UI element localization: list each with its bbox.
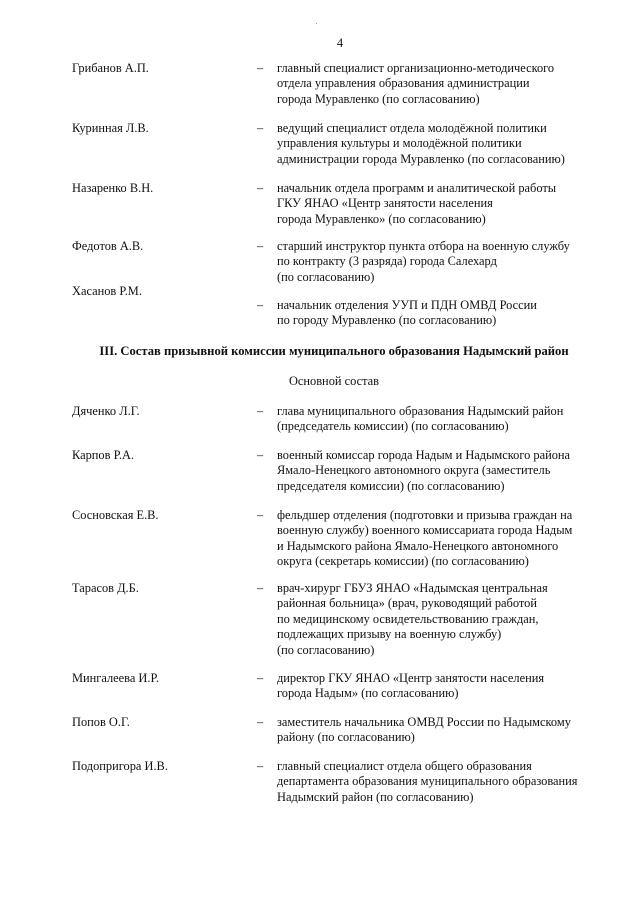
position-line: главный специалист организационно-методического bbox=[277, 61, 555, 75]
position-line: директор ГКУ ЯНАО «Центр занятости населения bbox=[277, 671, 545, 685]
position-line: военный комиссар города Надым и Надымского района bbox=[277, 448, 571, 462]
member-position bbox=[277, 404, 607, 435]
dash-separator: – bbox=[257, 448, 264, 462]
position-line: врач-хирург ГБУЗ ЯНАО «Надымская центральная bbox=[277, 581, 548, 595]
position-line: ГКУ ЯНАО «Центр занятости населения bbox=[277, 196, 493, 211]
member-position bbox=[277, 508, 607, 570]
member-name: Федотов А.В. bbox=[72, 239, 144, 253]
dash-separator: – bbox=[257, 581, 264, 595]
member-position bbox=[277, 671, 607, 702]
member-position bbox=[277, 448, 607, 494]
member-name: Хасанов Р.М. bbox=[72, 284, 142, 298]
position-line: по медицинскому освидетельствованию граждан, bbox=[277, 611, 539, 626]
member-name: Куринная Л.В. bbox=[72, 121, 149, 135]
position-line: отдела управления образования администрации bbox=[277, 76, 530, 91]
position-line: глава муниципального образования Надымский район bbox=[277, 404, 564, 418]
dash-separator: – bbox=[257, 759, 264, 773]
position-line: району (по согласованию) bbox=[277, 730, 415, 745]
position-line: фельдшер отделения (подготовки и призыва граждан на bbox=[277, 508, 573, 522]
dash-separator: – bbox=[257, 298, 264, 312]
member-position bbox=[277, 239, 607, 285]
subsection-title: Основной состав bbox=[288, 374, 380, 388]
scan-dot bbox=[316, 23, 317, 24]
section-title: III. Состав призывной комиссии муниципального образования Надымский район bbox=[99, 344, 569, 358]
position-line: ведущий специалист отдела молодёжной политики bbox=[277, 121, 547, 135]
position-line: (председатель комиссии) (по согласованию) bbox=[277, 419, 509, 434]
member-position bbox=[277, 181, 607, 227]
dash-separator: – bbox=[257, 239, 264, 253]
member-name: Карпов Р.А. bbox=[72, 448, 135, 462]
position-line: и Надымского района Ямало-Ненецкого автономного bbox=[277, 538, 559, 553]
position-line: Надымский район (по согласованию) bbox=[277, 789, 474, 804]
position-line: главный специалист отдела общего образования bbox=[277, 759, 532, 773]
member-name: Дяченко Л.Г. bbox=[72, 404, 140, 418]
member-position bbox=[277, 61, 607, 107]
position-line: военную службу) военного комиссариата города Надым bbox=[277, 523, 573, 538]
member-position bbox=[277, 298, 607, 329]
member-position bbox=[277, 121, 607, 167]
position-line: администрации города Муравленко (по согласованию) bbox=[277, 151, 565, 166]
position-line: заместитель начальника ОМВД России по Надымскому bbox=[277, 715, 571, 729]
member-name: Подопригора И.В. bbox=[72, 759, 168, 773]
position-line: (по согласованию) bbox=[277, 269, 375, 284]
member-position bbox=[277, 759, 607, 805]
position-line: по городу Муравленко (по согласованию) bbox=[277, 313, 497, 328]
member-position bbox=[277, 715, 607, 746]
position-line: Ямало-Ненецкого автономного округа (заместитель bbox=[277, 463, 551, 478]
position-line: старший инструктор пункта отбора на военную службу bbox=[277, 239, 570, 253]
member-name: Тарасов Д.Б. bbox=[72, 581, 139, 595]
position-line: подлежащих призыву на военную службу) bbox=[277, 627, 502, 642]
position-line: управления культуры и молодёжной политики bbox=[277, 136, 522, 151]
member-name: Мингалеева И.Р. bbox=[72, 671, 159, 685]
position-line: города Муравленко» (по согласованию) bbox=[277, 211, 486, 226]
member-name: Грибанов А.П. bbox=[72, 61, 149, 75]
dash-separator: – bbox=[257, 121, 264, 135]
position-line: округа (секретарь комиссии) (по согласованию) bbox=[277, 554, 529, 569]
member-name: Назаренко В.Н. bbox=[72, 181, 154, 195]
dash-separator: – bbox=[257, 61, 264, 75]
position-line: начальник отделения УУП и ПДН ОМВД России bbox=[277, 298, 537, 312]
dash-separator: – bbox=[257, 508, 264, 522]
dash-separator: – bbox=[257, 404, 264, 418]
member-name: Попов О.Г. bbox=[72, 715, 130, 729]
dash-separator: – bbox=[257, 715, 264, 729]
member-position bbox=[277, 581, 607, 658]
position-line: города Надым» (по согласованию) bbox=[277, 686, 459, 701]
position-line: (по согласованию) bbox=[277, 642, 375, 657]
position-line: председателя комиссии) (по согласованию) bbox=[277, 478, 505, 493]
position-line: города Муравленко (по согласованию) bbox=[277, 91, 480, 106]
dash-separator: – bbox=[257, 671, 264, 685]
member-name: Сосновская Е.В. bbox=[72, 508, 159, 522]
position-line: департамента образования муниципального образования bbox=[277, 774, 578, 789]
position-line: начальник отдела программ и аналитической работы bbox=[277, 181, 557, 195]
position-line: районная больница» (врач, руководящий работой bbox=[277, 596, 537, 611]
page-number: 4 bbox=[336, 36, 344, 50]
dash-separator: – bbox=[257, 181, 264, 195]
position-line: по контракту (3 разряда) города Салехард bbox=[277, 254, 497, 269]
